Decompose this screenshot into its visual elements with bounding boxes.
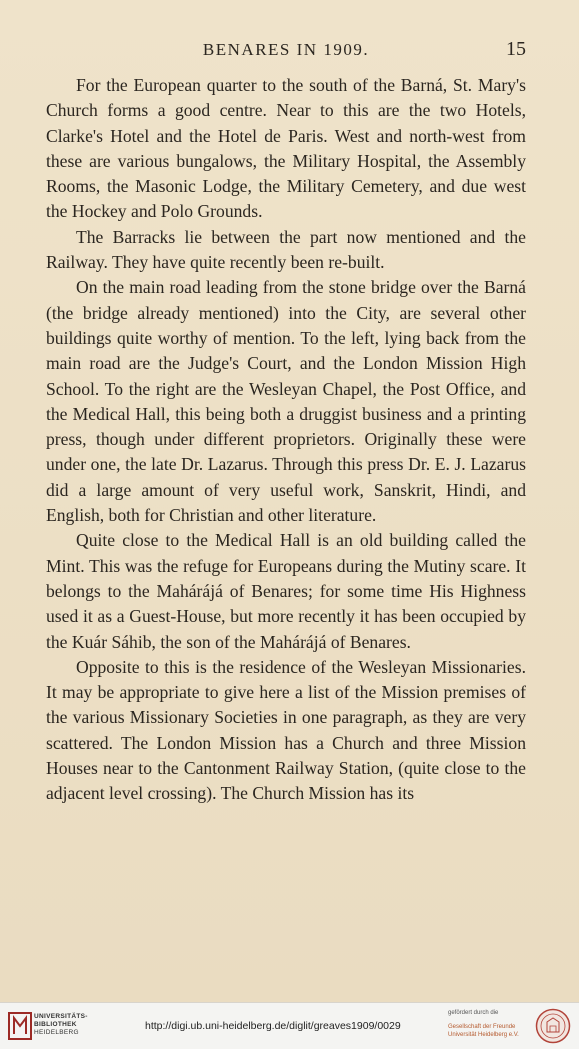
page-number: 15 — [506, 38, 526, 60]
paragraph: For the European quarter to the south of the Barná, St. Mary's Church forms a good centre. Near to this are the two Hotels, Clarke's Hotel and the Hotel de Paris. West and north-west from these are various bungalows, the Military Hospital, the Assembly Rooms, the Masonic Lodge, the Military Cemetery, and due west the Hockey and Polo Grounds. — [46, 75, 526, 222]
paragraph: Opposite to this is the residence of the Wesleyan Missionaries. It may be appropriate to give here a list of the Mission premises of the various Missionary Societies in one paragraph, as they are very scattered. The London Mission has a Church and three Mission Houses near to the Cantonment Railway Station, (quite close to the adjacent level crossing). The Church Mission has its — [46, 656, 526, 804]
heidelberg-seal-icon — [535, 1008, 571, 1044]
university-heidelberg-logo-icon[interactable] — [8, 1012, 32, 1040]
paragraph: The Barracks lie between the part now mentioned and the Railway. They have quite recently been re-built. — [46, 226, 526, 273]
running-header — [46, 38, 526, 62]
permalink-url[interactable]: http://digi.ub.uni-heidelberg.de/diglit/greaves1909/0029 — [145, 1020, 401, 1032]
sponsor-credit: gefördert durch die Gesellschaft der Freunde Universität Heidelberg e.V. — [448, 1010, 519, 1038]
library-footer-bar — [0, 1002, 579, 1049]
paragraph: Quite close to the Medical Hall is an old building called the Mint. This was the refuge for Europeans during the Mutiny scare. It belongs to the Mahárájá of Benares; for some time His Highness used it as a Guest-House, but more recently it has been occupied by the Kuár Sáhib, the son of the Mahárájá of Benares. — [46, 530, 526, 652]
institution-name: UNIVERSITÄTS- BIBLIOTHEK HEIDELBERG — [34, 1013, 88, 1036]
page-body — [46, 73, 526, 807]
running-head-title: BENARES IN 1909. — [202, 40, 370, 59]
paragraph: On the main road leading from the stone bridge over the Barná (the bridge already mentioned) into the City, are several other buildings quite worthy of mention. To the left, lying back from the main road are the Judge's Court, and the London Mission High School. To the right are the Wesleyan Chapel, the Post Office, and the Medical Hall, this being both a druggist business and a printing press, though under different proprietors. Originally these were under one, the late Dr. Lazarus. Through this press Dr. E. J. Lazarus did a large amount of very useful work, Sanskrit, Hindi, and English, both for Christian and other literature. — [46, 277, 526, 526]
